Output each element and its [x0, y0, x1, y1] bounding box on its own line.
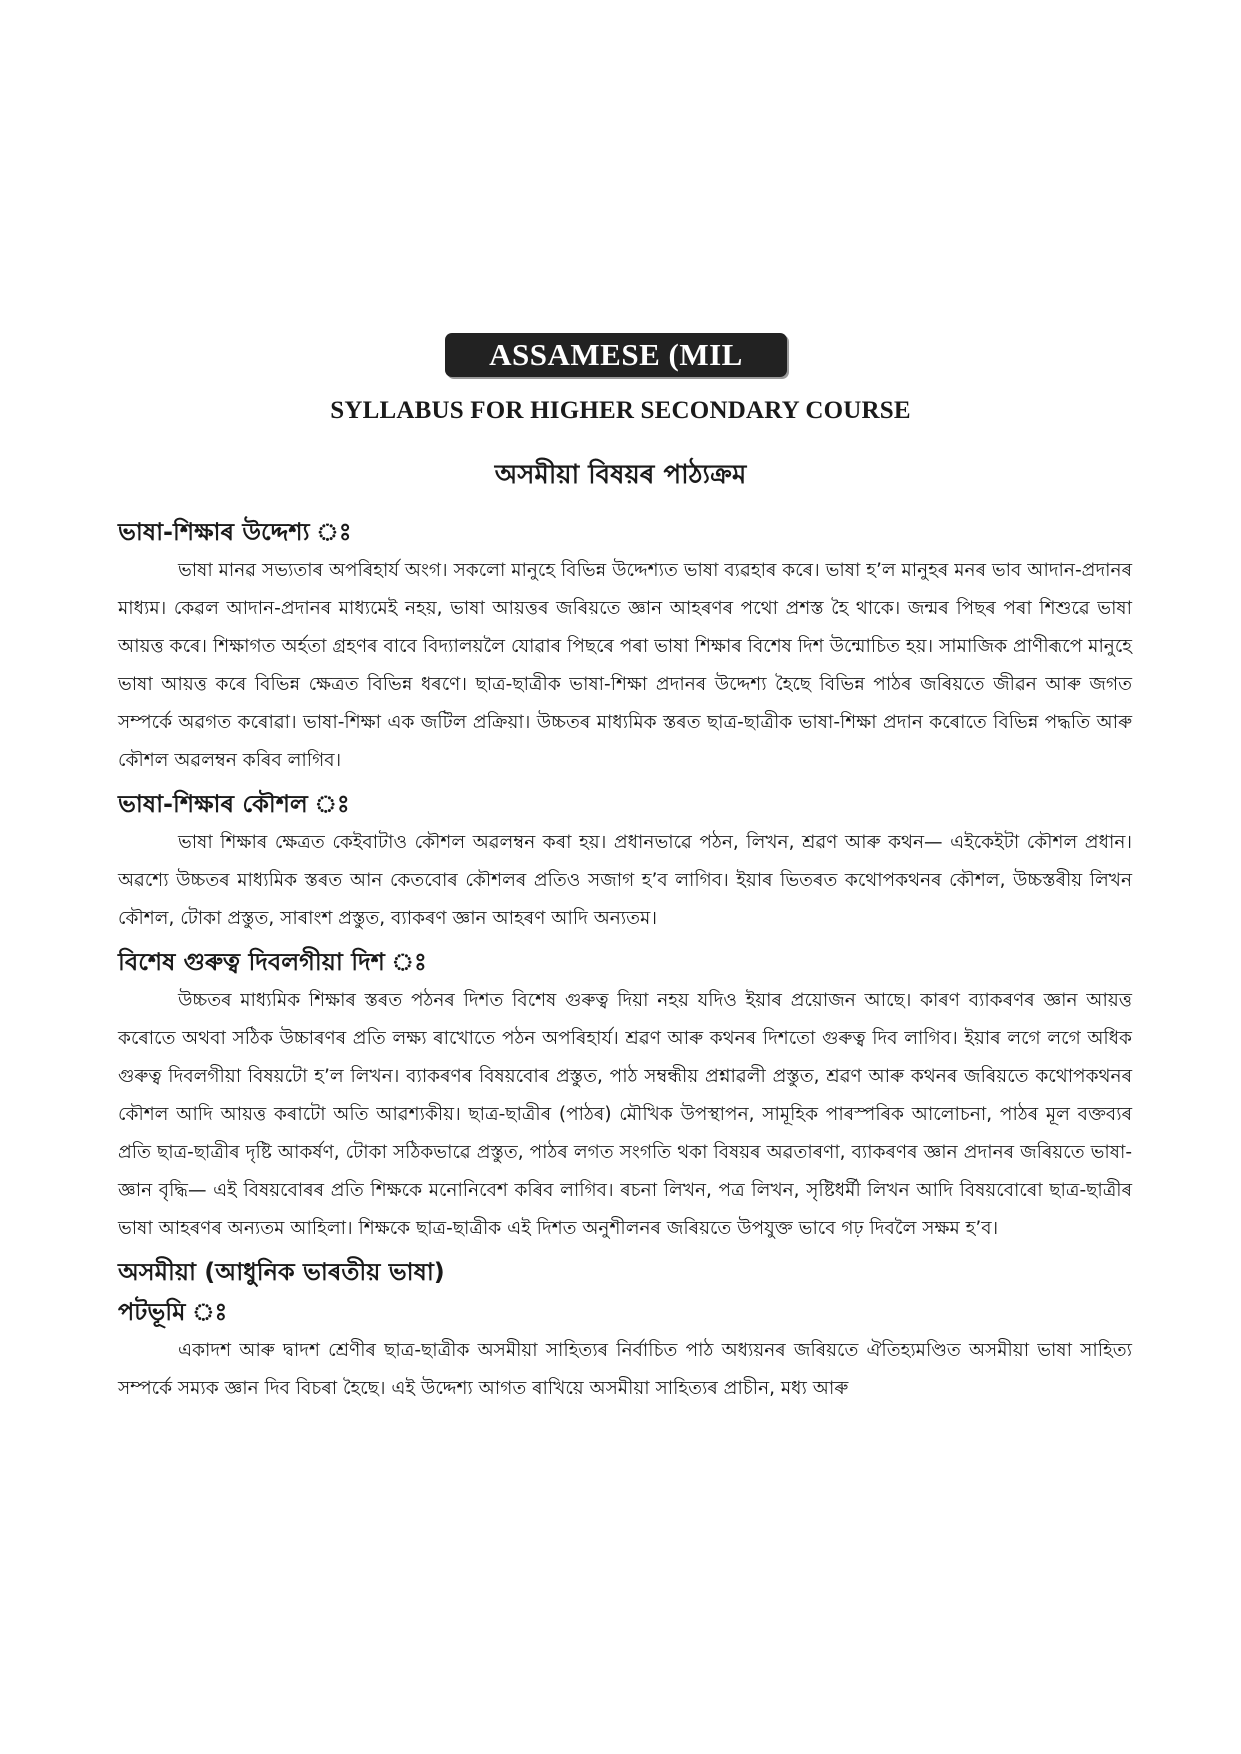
section-heading: ভাষা-শিক্ষাৰ উদ্দেশ্য ঃ — [118, 518, 352, 546]
section-paragraph: ভাষা মানৱ সভ্যতাৰ অপৰিহাৰ্য অংগ। সকলো মানুহে বিভিন্ন উদ্দেশ্যত ভাষা ব্যৱহাৰ কৰে। ভাষা হ’ল মানুহৰ মনৰ ভাব আদান-প্ৰদানৰ মাধ্যম। কেৱল আদান-প্ৰদানৰ মাধ্যমেই নহয়, ভাষা আয়ত্তৰ জৰিয়তে জ্ঞান আহৰণৰ পথো প্ৰশস্ত হৈ থাকে। জন্মৰ পিছৰ পৰা শিশুৱে ভাষা আয়ত্ত কৰে। শিক্ষাগত অৰ্হতা গ্ৰহণৰ বাবে বিদ্যালয়লৈ যোৱাৰ পিছৰে পৰা ভাষা শিক্ষাৰ বিশেষ দিশ উন্মোচিত হয়। সামাজিক প্ৰাণীৰূপে মানুহে ভাষা আয়ত্ত কৰে বিভিন্ন ক্ষেত্ৰত বিভিন্ন ধৰণে। ছাত্ৰ-ছাত্ৰীক ভাষা-শিক্ষা প্ৰদানৰ উদ্দেশ্য হৈছে বিভিন্ন পাঠৰ জৰিয়তে জীৱন আৰু জগত সম্পৰ্কে অৱগত কৰোৱা। ভাষা-শিক্ষা এক জটিল প্ৰক্ৰিয়া। উচ্চতৰ মাধ্যমিক স্তৰত ছাত্ৰ-ছাত্ৰীক ভাষা-শিক্ষা প্ৰদান কৰোতে বিভিন্ন পদ্ধতি আৰু কৌশল অৱলম্বন কৰিব লাগিব। — [118, 560, 1132, 771]
section-heading: পটভূমি ঃ — [118, 1298, 228, 1326]
subject-heading: অসমীয়া (আধুনিক ভাৰতীয় ভাষা) — [118, 1258, 445, 1286]
section-paragraph: ভাষা শিক্ষাৰ ক্ষেত্ৰত কেইবাটাও কৌশল অৱলম্বন কৰা হয়। প্ৰধানভাৱে পঠন, লিখন, শ্ৰৱণ আৰু কথন— এইকেইটা কৌশল প্ৰধান। অৱশ্যে উচ্চতৰ মাধ্যমিক স্তৰত আন কেতবোৰ কৌশলৰ প্ৰতিও সজাগ হ’ব লাগিব। ইয়াৰ ভিতৰত কথোপকথনৰ কৌশল, উচ্চস্তৰীয় লিখন কৌশল, টোকা প্ৰস্তুত, সাৰাংশ প্ৰস্তুত, ব্যাকৰণ জ্ঞান আহৰণ আদি অন্যতম। — [118, 832, 1132, 929]
section-special-emphasis — [118, 942, 1132, 1248]
section-heading: ভাষা-শিক্ষাৰ কৌশল ঃ — [118, 790, 350, 818]
section-paragraph: একাদশ আৰু দ্বাদশ শ্ৰেণীৰ ছাত্ৰ-ছাত্ৰীক অসমীয়া সাহিত্যৰ নিৰ্বাচিত পাঠ অধ্যয়নৰ জৰিয়তে ঐতিহ্যমণ্ডিত অসমীয়া ভাষা সাহিত্য সম্পৰ্কে সম্যক জ্ঞান দিব বিচৰা হৈছে। এই উদ্দেশ্য আগত ৰাখিয়ে অসমীয়া সাহিত্যৰ প্ৰাচীন, মধ্য আৰু — [118, 1340, 1132, 1399]
section-language-techniques — [118, 784, 1132, 938]
document-title-badge: ASSAMESE (MIL — [445, 333, 787, 377]
section-language-objective — [118, 512, 1132, 780]
section-background — [118, 1292, 1132, 1408]
section-heading: বিশেষ গুৰুত্ব দিবলগীয়া দিশ ঃ — [118, 948, 427, 976]
syllabus-subtitle: SYLLABUS FOR HIGHER SECONDARY COURSE — [330, 397, 911, 424]
section-paragraph: উচ্চতৰ মাধ্যমিক শিক্ষাৰ স্তৰত পঠনৰ দিশত বিশেষ গুৰুত্ব দিয়া নহয় যদিও ইয়াৰ প্ৰয়োজন আছে। কাৰণ ব্যাকৰণৰ জ্ঞান আয়ত্ত কৰোতে অথবা সঠিক উচ্চাৰণৰ প্ৰতি লক্ষ্য ৰাখোতে পঠন অপৰিহাৰ্য। শ্ৰৱণ আৰু কথনৰ দিশতো গুৰুত্ব দিব লাগিব। ইয়াৰ লগে লগে অধিক গুৰুত্ব দিবলগীয়া বিষয়টো হ’ল লিখন। ব্যাকৰণৰ বিষয়বোৰ প্ৰস্তুত, পাঠ সম্বন্ধীয় প্ৰশ্নাৱলী প্ৰস্তুত, শ্ৰৱণ আৰু কথনৰ জৰিয়তে কথোপকথনৰ কৌশল আদি আয়ত্ত কৰাটো অতি আৱশ্যকীয়। ছাত্ৰ-ছাত্ৰীৰ (পাঠৰ) মৌখিক উপস্থাপন, সামূহিক পাৰস্পৰিক আলোচনা, পাঠৰ মূল বক্তব্যৰ প্ৰতি ছাত্ৰ-ছাত্ৰীৰ দৃষ্টি আকৰ্ষণ, টোকা সঠিকভাৱে প্ৰস্তুত, পাঠৰ লগত সংগতি থকা বিষয়ৰ অৱতাৰণা, ব্যাকৰণৰ জ্ঞান প্ৰদানৰ জৰিয়তে ভাষা-জ্ঞান বৃদ্ধি— এই বিষয়বোৰৰ প্ৰতি শিক্ষকে মনোনিবেশ কৰিব লাগিব। ৰচনা লিখন, পত্ৰ লিখন, সৃষ্টিধৰ্মী লিখন আদি বিষয়বোৰো ছাত্ৰ-ছাত্ৰীৰ ভাষা আহৰণৰ অন্যতম আহিলা। শিক্ষকে ছাত্ৰ-ছাত্ৰীক এই দিশত অনুশীলনৰ জৰিয়তে উপযুক্ত ভাবে গঢ় দিবলৈ সক্ষম হ’ব। — [118, 990, 1132, 1239]
document-body — [118, 512, 1132, 1412]
assamese-main-heading: অসমীয়া বিষয়ৰ পাঠ্যক্ৰম — [494, 460, 747, 490]
